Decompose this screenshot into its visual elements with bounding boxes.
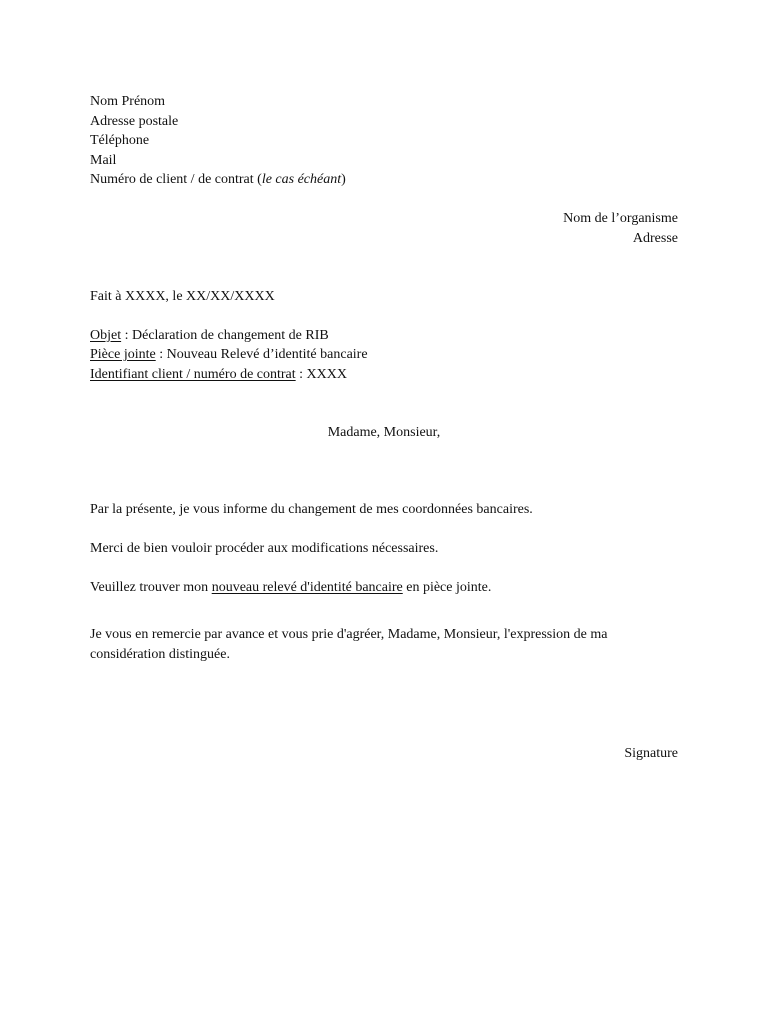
recipient-organisation: Nom de l’organisme [563,211,678,226]
client-number-italic: le cas échéant [261,172,342,187]
identifiant-value: : XXXX [295,367,347,382]
objet-label: Objet [90,328,122,343]
place-date: Fait à XXXX, le XX/XX/XXXX [90,289,275,304]
body-paragraph-2: Merci de bien vouloir procéder aux modifications nécessaires. [90,541,439,556]
piece-jointe-label: Pièce jointe [90,347,156,362]
objet-line [90,326,329,346]
salutation: Madame, Monsieur, [327,425,441,440]
signature: Signature [624,746,678,761]
client-number-prefix: Numéro de client / de contrat ( [90,172,262,187]
sender-address: Adresse postale [90,114,179,129]
piece-jointe-line [90,345,368,365]
rib-underlined-text: nouveau relevé d'identité bancaire [211,580,403,595]
sender-phone: Téléphone [90,133,150,148]
client-number-suffix: ) [341,172,346,187]
body-paragraph-4-line-1: Je vous en remercie par avance et vous prie d'agréer, Madame, Monsieur, l'expression de ma [90,627,608,642]
body-paragraph-4-line-2: considération distinguée. [90,647,230,662]
paragraph-3-prefix: Veuillez trouver mon [90,580,212,595]
sender-mail: Mail [90,153,117,168]
paragraph-3-suffix: en pièce jointe. [402,580,492,595]
recipient-address: Adresse [632,231,678,246]
body-paragraph-1: Par la présente, je vous informe du changement de mes coordonnées bancaires. [90,502,533,517]
identifiant-label: Identifiant client / numéro de contrat [90,367,296,382]
objet-value: : Déclaration de changement de RIB [121,328,329,343]
identifiant-line [90,365,347,385]
sender-client-number [90,170,346,190]
piece-jointe-value: : Nouveau Relevé d’identité bancaire [155,347,368,362]
sender-name: Nom Prénom [90,94,166,109]
body-paragraph-3 [90,578,491,598]
